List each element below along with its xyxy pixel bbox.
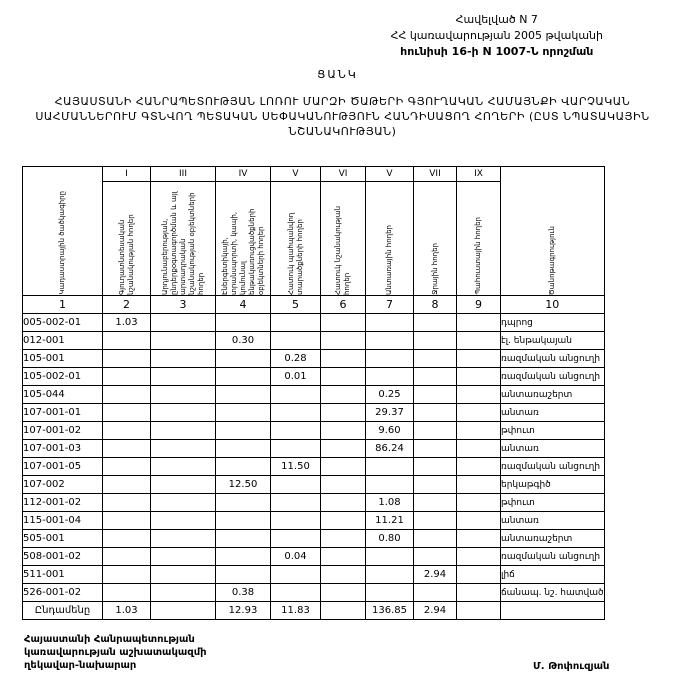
area-cell-c3: [151, 314, 216, 332]
area-cell-c6: [321, 530, 366, 548]
header-cadastral-code: Կադաստրային ծածկագիրը: [23, 167, 103, 296]
area-cell-c2: [103, 530, 151, 548]
cadastral-code-cell: 107-001-05: [23, 458, 103, 476]
area-cell-c7: 29.37: [366, 404, 414, 422]
area-cell-c2: [103, 584, 151, 602]
cadastral-code-cell: 107-001-01: [23, 404, 103, 422]
area-cell-c3: [151, 548, 216, 566]
area-cell-c6: [321, 476, 366, 494]
area-cell-c7: [366, 584, 414, 602]
area-cell-c6: [321, 440, 366, 458]
note-cell: երկաթգիծ: [501, 476, 605, 494]
note-cell: անտառ: [501, 440, 605, 458]
area-cell-c3: [151, 332, 216, 350]
area-cell-c9: [457, 530, 501, 548]
note-cell: էլ. ենթակայան: [501, 332, 605, 350]
area-cell-c2: [103, 476, 151, 494]
area-cell-c6: [321, 404, 366, 422]
area-cell-c8: [414, 458, 457, 476]
area-cell-c7: [366, 368, 414, 386]
cadastral-code-cell: 508-001-02: [23, 548, 103, 566]
area-cell-c4: [216, 548, 271, 566]
note-cell: թփուտ: [501, 494, 605, 512]
area-cell-c8: [414, 548, 457, 566]
note-cell: լիճ: [501, 566, 605, 584]
area-cell-c7: 11.21: [366, 512, 414, 530]
area-cell-c6: [321, 512, 366, 530]
table-row: [23, 530, 605, 548]
index-cell: 8: [414, 296, 457, 314]
area-cell-c7: [366, 314, 414, 332]
area-cell-c8: [414, 422, 457, 440]
area-cell-c2: 1.03: [103, 314, 151, 332]
document-subtitle: ՀԱՅԱՍՏԱՆԻ ՀԱՆՐԱՊԵՏՈՒԹՅԱՆ ԼՈՌՈՒ ՄԱՐԶԻ ԾԱԹԵՐԻ ԳՅՈՒՂԱԿԱՆ ՀԱՄԱՅՆՔԻ ՎԱՐՉԱԿԱՆ ՍԱՀՄԱՆՆԵՐՈՒՄ ԳՏՆՎՈՂ ՊԵՏԱԿԱՆ ՍԵՓԱԿԱՆՈՒԹՅՈՒՆ ՀԱՆԴԻՍԱՑՈՂ ՀՈՂԵՐԻ (ԸՍՏ ՆՊԱՏԱԿԱՅԻՆ ՆՇԱՆԱԿՈՒԹՅԱՆ): [35, 95, 650, 138]
area-cell-c8: [414, 368, 457, 386]
table-row: [23, 494, 605, 512]
table-row: [23, 566, 605, 584]
area-cell-c3: [151, 440, 216, 458]
cadastral-code-cell: 105-044: [23, 386, 103, 404]
roman-3: IV: [216, 167, 271, 182]
area-cell-c3: [151, 476, 216, 494]
roman-1: I: [103, 167, 151, 182]
area-cell-c2: [103, 368, 151, 386]
table-row: [23, 332, 605, 350]
table-row: [23, 404, 605, 422]
header-agricultural: Գյուղատնտեսական նշանակության հողեր: [103, 182, 151, 296]
area-cell-c2: [103, 512, 151, 530]
total-cell-c3: [151, 602, 216, 620]
roman-2: III: [151, 167, 216, 182]
cadastral-code-cell: 107-001-03: [23, 440, 103, 458]
cadastral-code-cell: 107-001-02: [23, 422, 103, 440]
area-cell-c6: [321, 386, 366, 404]
total-row: [23, 602, 605, 620]
note-cell: անտառաշերտ: [501, 386, 605, 404]
cadastral-code-cell: 107-002: [23, 476, 103, 494]
note-cell: ռազմական անցուղի: [501, 548, 605, 566]
area-cell-c3: [151, 566, 216, 584]
area-cell-c3: [151, 494, 216, 512]
roman-6: V: [366, 167, 414, 182]
area-cell-c2: [103, 422, 151, 440]
area-cell-c5: [271, 440, 321, 458]
cadastral-code-cell: 511-001: [23, 566, 103, 584]
area-cell-c5: [271, 386, 321, 404]
area-cell-c9: [457, 566, 501, 584]
area-cell-c5: [271, 332, 321, 350]
cadastral-code-cell: 105-001: [23, 350, 103, 368]
cadastral-code-cell: 115-001-04: [23, 512, 103, 530]
area-cell-c8: [414, 332, 457, 350]
area-cell-c4: [216, 494, 271, 512]
area-cell-c3: [151, 512, 216, 530]
area-cell-c2: [103, 332, 151, 350]
area-cell-c9: [457, 548, 501, 566]
area-cell-c4: 12.50: [216, 476, 271, 494]
index-cell: 2: [103, 296, 151, 314]
area-cell-c3: [151, 584, 216, 602]
area-cell-c4: [216, 350, 271, 368]
area-cell-c7: [366, 458, 414, 476]
area-cell-c6: [321, 314, 366, 332]
header-industrial: Արդյունաբերության, ընդերքօգտագործման և այլ արտադրական նշանակության օբյեկտների հողեր: [151, 182, 216, 296]
table-row: [23, 440, 605, 458]
area-cell-c7: 86.24: [366, 440, 414, 458]
index-cell: 6: [321, 296, 366, 314]
total-cell-c9: [457, 602, 501, 620]
note-cell: դպրոց: [501, 314, 605, 332]
area-cell-c4: [216, 512, 271, 530]
note-cell: ռազմական անցուղի: [501, 368, 605, 386]
table-row: [23, 476, 605, 494]
area-cell-c3: [151, 386, 216, 404]
area-cell-c5: [271, 476, 321, 494]
signatory-name: Մ. Թոփուզյան: [533, 661, 610, 672]
annex-reference: [391, 12, 603, 60]
header-energy-transport: Էներգետիկայի, տրանսպորտի, կապի, կոմունալ ենթակառուցվածքների օբյեկտների հողեր: [216, 182, 271, 296]
table-body: [23, 314, 605, 620]
area-cell-c2: [103, 458, 151, 476]
area-cell-c7: [366, 548, 414, 566]
cadastral-code-cell: 526-001-02: [23, 584, 103, 602]
area-cell-c5: [271, 422, 321, 440]
index-cell: 3: [151, 296, 216, 314]
index-cell: 1: [23, 296, 103, 314]
area-cell-c4: [216, 566, 271, 584]
table-row: [23, 548, 605, 566]
note-cell: ռազմական անցուղի: [501, 458, 605, 476]
area-cell-c5: 0.28: [271, 350, 321, 368]
area-cell-c6: [321, 584, 366, 602]
area-cell-c5: [271, 512, 321, 530]
area-cell-c9: [457, 404, 501, 422]
area-cell-c8: [414, 440, 457, 458]
area-cell-c7: 1.08: [366, 494, 414, 512]
area-cell-c9: [457, 368, 501, 386]
area-cell-c9: [457, 584, 501, 602]
signatory-line-1: Հայաստանի Հանրապետության: [24, 634, 195, 645]
area-cell-c3: [151, 368, 216, 386]
signatory-line-3: ղեկավար-նախարար: [24, 660, 137, 671]
area-cell-c5: [271, 566, 321, 584]
area-cell-c2: [103, 404, 151, 422]
total-cell-c5: 11.83: [271, 602, 321, 620]
area-cell-c2: [103, 440, 151, 458]
roman-5: VI: [321, 167, 366, 182]
area-cell-c2: [103, 494, 151, 512]
area-cell-c4: 0.30: [216, 332, 271, 350]
index-cell: 4: [216, 296, 271, 314]
total-cell-c4: 12.93: [216, 602, 271, 620]
header-protected: Հատուկ պահպանվող տարածքների հողեր: [271, 182, 321, 296]
area-cell-c9: [457, 512, 501, 530]
area-cell-c3: [151, 458, 216, 476]
total-label-cell: Ընդամենը: [23, 602, 103, 620]
area-cell-c9: [457, 332, 501, 350]
annex-number: Հավելված N 7: [455, 13, 538, 26]
note-cell: թփուտ: [501, 422, 605, 440]
land-table: [22, 166, 605, 620]
area-cell-c4: [216, 368, 271, 386]
area-cell-c8: [414, 584, 457, 602]
area-cell-c2: [103, 386, 151, 404]
area-cell-c7: [366, 476, 414, 494]
header-water: Ջրային հողեր: [414, 182, 457, 296]
note-cell: ճանապ. նշ. հատված: [501, 584, 605, 602]
area-cell-c7: 0.25: [366, 386, 414, 404]
area-cell-c9: [457, 458, 501, 476]
total-note-cell: [501, 602, 605, 620]
document-heading: ՑԱՆԿ: [317, 68, 358, 81]
area-cell-c4: [216, 314, 271, 332]
area-cell-c6: [321, 566, 366, 584]
cadastral-code-cell: 105-002-01: [23, 368, 103, 386]
area-cell-c9: [457, 422, 501, 440]
annex-decision-line: ՀՀ կառավարության 2005 թվականի: [390, 29, 603, 42]
area-cell-c8: [414, 350, 457, 368]
note-cell: անտառաշերտ: [501, 530, 605, 548]
table-row: [23, 584, 605, 602]
table-row: [23, 368, 605, 386]
annex-decision-date: հունիսի 16-ի N 1007-Ն որոշման: [400, 45, 594, 58]
table-row: [23, 350, 605, 368]
area-cell-c8: [414, 494, 457, 512]
area-cell-c5: [271, 530, 321, 548]
area-cell-c9: [457, 476, 501, 494]
index-cell: 9: [457, 296, 501, 314]
signatory-title: [24, 633, 207, 672]
area-cell-c6: [321, 368, 366, 386]
area-cell-c4: [216, 422, 271, 440]
area-cell-c3: [151, 350, 216, 368]
area-cell-c4: [216, 440, 271, 458]
area-cell-c5: [271, 314, 321, 332]
area-cell-c6: [321, 458, 366, 476]
area-cell-c8: [414, 404, 457, 422]
cadastral-code-cell: 012-001: [23, 332, 103, 350]
area-cell-c3: [151, 530, 216, 548]
note-cell: անտառ: [501, 512, 605, 530]
index-cell: 7: [366, 296, 414, 314]
area-cell-c9: [457, 350, 501, 368]
area-cell-c6: [321, 350, 366, 368]
area-cell-c5: [271, 404, 321, 422]
area-cell-c8: [414, 476, 457, 494]
table-row: [23, 314, 605, 332]
area-cell-c4: 0.38: [216, 584, 271, 602]
area-cell-c9: [457, 440, 501, 458]
area-cell-c2: [103, 566, 151, 584]
table-row: [23, 386, 605, 404]
area-cell-c2: [103, 548, 151, 566]
index-cell: 10: [501, 296, 605, 314]
index-cell: 5: [271, 296, 321, 314]
area-cell-c9: [457, 494, 501, 512]
area-cell-c8: [414, 386, 457, 404]
area-cell-c5: [271, 494, 321, 512]
area-cell-c6: [321, 548, 366, 566]
area-cell-c4: [216, 386, 271, 404]
area-cell-c7: [366, 350, 414, 368]
area-cell-c7: [366, 566, 414, 584]
area-cell-c7: 9.60: [366, 422, 414, 440]
total-cell-c6: [321, 602, 366, 620]
area-cell-c7: 0.80: [366, 530, 414, 548]
area-cell-c9: [457, 314, 501, 332]
table-row: [23, 422, 605, 440]
roman-4: V: [271, 167, 321, 182]
note-cell: ռազմական անցուղի: [501, 350, 605, 368]
area-cell-c5: 0.04: [271, 548, 321, 566]
signatory-line-2: կառավարության աշխատակազմի: [24, 647, 207, 658]
note-cell: անտառ: [501, 404, 605, 422]
total-cell-c2: 1.03: [103, 602, 151, 620]
area-cell-c6: [321, 494, 366, 512]
area-cell-c8: [414, 512, 457, 530]
index-row: [23, 296, 605, 314]
header-note: Ծանոթագրություն: [501, 167, 605, 296]
cadastral-code-cell: 505-001: [23, 530, 103, 548]
area-cell-c3: [151, 422, 216, 440]
area-cell-c4: [216, 530, 271, 548]
cadastral-code-cell: 112-001-02: [23, 494, 103, 512]
table-row: [23, 512, 605, 530]
area-cell-c5: 0.01: [271, 368, 321, 386]
area-cell-c9: [457, 386, 501, 404]
header-forest: Անտառային հողեր: [366, 182, 414, 296]
area-cell-c6: [321, 422, 366, 440]
roman-7: VII: [414, 167, 457, 182]
header-reserve: Պահուստային հողեր: [457, 182, 501, 296]
area-cell-c2: [103, 350, 151, 368]
header-special: Հատուկ նշանակության հողեր: [321, 182, 366, 296]
area-cell-c7: [366, 332, 414, 350]
area-cell-c8: 2.94: [414, 566, 457, 584]
area-cell-c5: 11.50: [271, 458, 321, 476]
table-row: [23, 458, 605, 476]
cadastral-code-cell: 005-002-01: [23, 314, 103, 332]
area-cell-c4: [216, 404, 271, 422]
roman-header-row: [23, 167, 605, 182]
area-cell-c8: [414, 314, 457, 332]
total-cell-c7: 136.85: [366, 602, 414, 620]
area-cell-c5: [271, 584, 321, 602]
area-cell-c8: [414, 530, 457, 548]
roman-8: IX: [457, 167, 501, 182]
area-cell-c3: [151, 404, 216, 422]
area-cell-c4: [216, 458, 271, 476]
area-cell-c6: [321, 332, 366, 350]
total-cell-c8: 2.94: [414, 602, 457, 620]
